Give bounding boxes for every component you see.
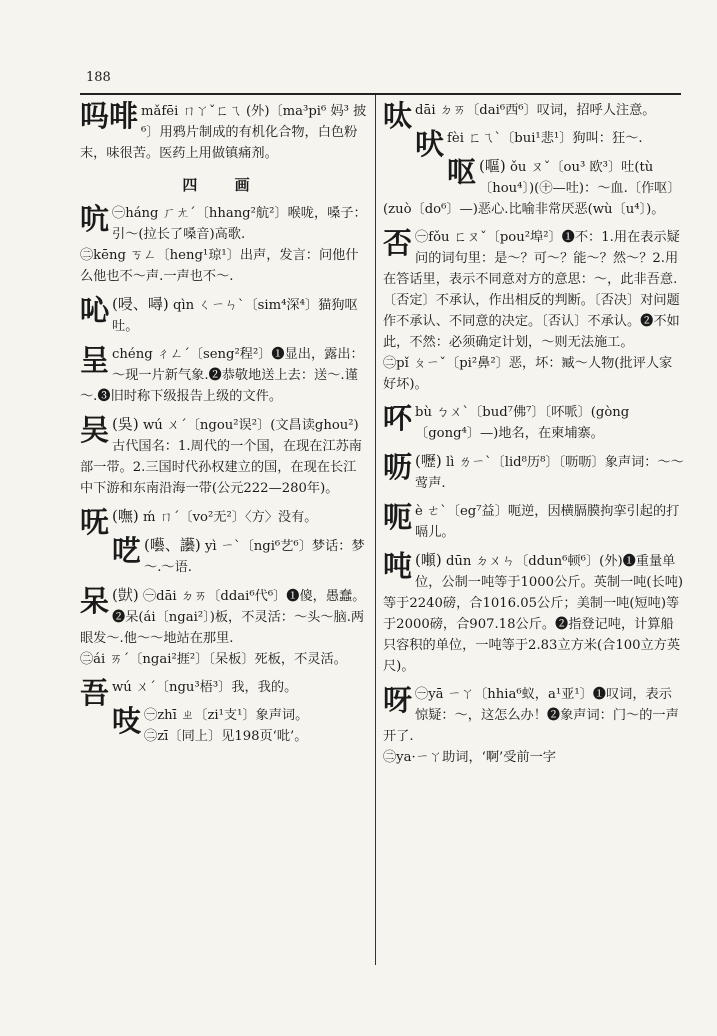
sub-definition: ㊁ái ㄞˊ〔ngai²捱²〕〔呆板〕死板，不灵活。	[80, 652, 347, 667]
definition: wú ㄨˊ〔ngu³梧³〕我，我的。	[112, 680, 298, 695]
variant: (獃)	[112, 586, 139, 604]
definition: è ㄜˋ〔eg⁷益〕呃逆，因横膈膜拘挛引起的打嗝儿。	[415, 504, 680, 540]
headword: 否	[383, 226, 413, 260]
headword: 吱	[112, 704, 142, 738]
definition: ㊀zhī ㄓ〔zi¹支¹〕象声词。	[144, 708, 309, 723]
definition: fèi ㄈㄟˋ〔bui¹悲¹〕狗叫：狂～.	[447, 131, 643, 146]
variant: (吳)	[112, 415, 139, 433]
headword: 呒	[80, 505, 110, 539]
entry-wu2	[80, 676, 368, 710]
variant: (嚦)	[415, 452, 442, 470]
entry-ou	[383, 156, 685, 220]
variant: (嘔)	[479, 157, 506, 175]
entry-fei	[383, 127, 685, 161]
definition: qìn ㄑㄧㄣˋ〔sim⁴深⁴〕猫狗呕吐。	[112, 298, 358, 334]
variant: (噸)	[415, 551, 442, 569]
entry-fou	[383, 227, 685, 395]
headword: 呖	[383, 450, 413, 484]
definition: chéng ㄔㄥˊ〔seng²程²〕❶显出，露出：～现一片新气象.❷恭敬地送上去：送～.谨～.❸旧时称下级报告上级的文件。	[80, 347, 364, 404]
definition: ㊀háng ㄏㄤˊ〔hhang²航²〕喉咙，嗓子：引～(拉长了嗓音)高歌.	[112, 206, 367, 242]
entry-dai2	[383, 99, 685, 133]
headword: 呃	[383, 500, 413, 534]
sub-definition: ㊁pǐ ㄆㄧˇ〔pi²鼻²〕恶，坏：臧～人物(批评人家好坏)。	[383, 356, 673, 392]
right-column	[383, 100, 685, 775]
headword: 呓	[112, 534, 142, 568]
entry-zhi	[80, 705, 368, 747]
entry-yi	[80, 535, 368, 578]
definition: bù ㄅㄨˋ〔bud⁷佛⁷〕〔吥哌〕(gòng〔gong⁴〕—)地名，在柬埔寨。	[415, 405, 630, 441]
left-column	[80, 100, 368, 754]
definition: ㊀yā ㄧㄚ〔hhia⁶蚁，a¹亚¹〕❶叹词，表示惊疑：～，这怎么办！❷象声词：门～的一声开了.	[383, 687, 679, 744]
variant: (嘸)	[112, 507, 139, 525]
definition: mǎfēi ㄇㄚˇㄈㄟ (外)〔ma³pi⁶ 妈³ 披⁶〕用鸦片制成的有机化合物，白色粉末，味很苦。医药上用做镇痛剂。	[80, 104, 367, 161]
column-divider	[375, 95, 376, 965]
sub-definition: ㊁ya·ㄧㄚ助词，‘啊’受前一字	[383, 750, 556, 765]
header-rule	[80, 93, 681, 95]
entry-dai	[80, 585, 368, 670]
headword: 吴	[80, 413, 110, 447]
definition: dāi ㄉㄞ〔dai⁶西⁶〕叹词，招呼人注意。	[415, 103, 656, 118]
headword: 呕	[447, 155, 477, 189]
entry-qin	[80, 294, 368, 337]
definition: ǒu ㄡˇ〔ou³ 欧³〕吐(tù〔hou⁴〕)(㊉—吐)：～血.〔作呕〕(zuò〔do⁶〕—)恶心.比喻非常厌恶(wù〔u⁴〕)。	[383, 160, 681, 217]
entry-dun	[383, 550, 685, 677]
entry-li	[383, 451, 685, 494]
headword: 呔	[383, 99, 413, 133]
entry-hang	[80, 203, 368, 287]
entry-cheng	[80, 344, 368, 407]
headword: 吭	[80, 202, 110, 236]
headword: 吠	[415, 127, 445, 161]
entry-m	[80, 505, 368, 539]
sub-definition: ㊁kēng ㄎㄥ〔heng¹琼¹〕出声，发言：问他什么他也不～声.一声也不～.	[80, 248, 359, 284]
headword: 呆	[80, 584, 110, 618]
headword: 吗啡	[80, 99, 139, 133]
definition: lì ㄌㄧˋ〔lid⁸历⁸〕〔呖呖〕象声词：～～莺声.	[415, 455, 684, 491]
section-heading: 四 画	[182, 176, 266, 194]
headword: 吣	[80, 293, 110, 327]
definition: yì ㄧˋ〔ngi⁶艺⁶〕梦话：梦～.～语.	[144, 539, 365, 575]
variant: (囈、讛)	[144, 536, 201, 554]
entry-mafei	[80, 100, 368, 164]
entry-wu	[80, 414, 368, 499]
sub-definition: ㊁zī〔同上〕见198页‘吡’。	[144, 729, 308, 744]
entry-ya	[383, 684, 685, 768]
headword: 吨	[383, 549, 413, 583]
definition: wú ㄨˊ〔ngou²误²〕(文昌读ghou²)古代国名：1.周代的一个国，在现在江苏南部一带。2.三国时代孙权建立的国，在现在长江中下游和东南沿海一带(公元222—280年)。	[80, 418, 362, 496]
entry-e	[383, 501, 685, 543]
headword: 吾	[80, 676, 110, 710]
definition: ㊀dāi ㄉㄞ〔ddai⁶代⁶〕❶傻，愚蠢。❷呆(ái〔ngai²〕)板，不灵活：～头～脑.两眼发～.他～～地站在那里.	[80, 589, 366, 646]
definition: dūn ㄉㄨㄣ〔ddun⁶顿⁶〕(外)❶重量单位，公制一吨等于1000公斤。英制一吨(长吨)等于2240磅，合1016.05公斤；美制一吨(短吨)等于2000磅，合907.18公斤。❷指登记吨，计算船只容积的单位，一吨等于2.83立方米(合100立方英尺)。	[383, 554, 684, 674]
definition: ḿ ㄇˊ〔vo²无²〕〈方〉没有。	[142, 510, 318, 525]
page-number: 188	[86, 70, 111, 85]
headword: 呈	[80, 343, 110, 377]
headword: 吥	[383, 401, 413, 435]
entry-bu	[383, 402, 685, 444]
definition: ㊀fǒu ㄈㄡˇ〔pou²埠²〕❶不：1.用在表示疑问的词句里：是～？可～？能～？然～？2.用在答话里，表示不同意对方的意思：～，此非吾意.〔否定〕不承认，作出相反的判断。〔否决〕对问题作不承认、不同意的决定。〔否认〕不承认。❷不如此，不然：必须确定计划，～则无法施工。	[383, 230, 680, 350]
headword: 呀	[383, 683, 413, 717]
variant: (唚、噚)	[112, 295, 169, 313]
